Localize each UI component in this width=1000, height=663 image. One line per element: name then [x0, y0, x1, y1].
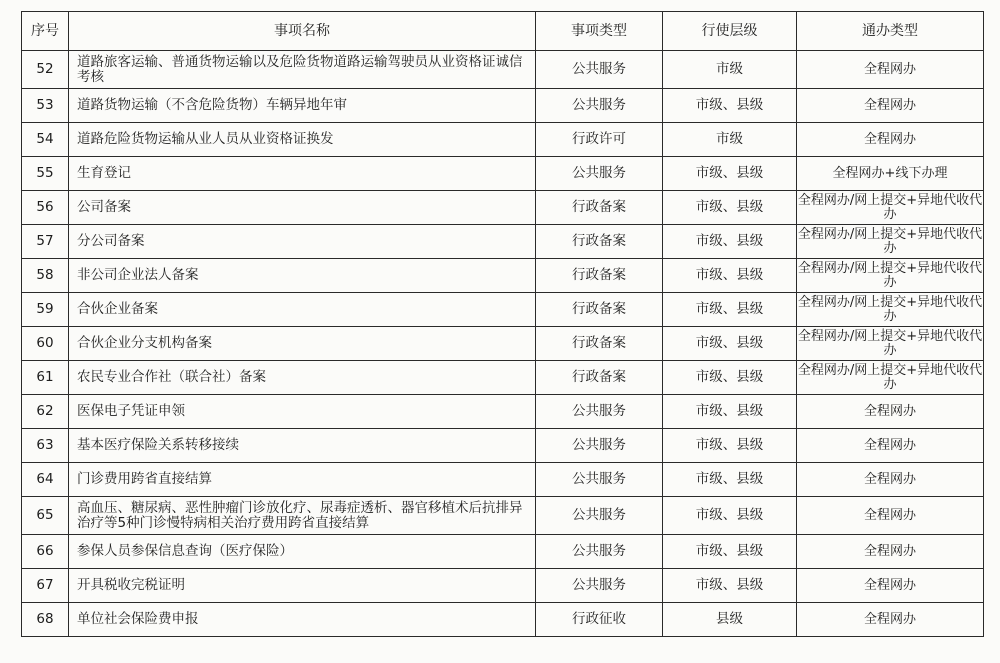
cell-item-name: 生育登记 — [69, 157, 536, 191]
handling-type-text: 全程网办 — [863, 131, 916, 147]
cell-item-type: 行政备案 — [536, 191, 663, 225]
cell-handling-type — [797, 535, 984, 569]
table-row — [22, 51, 984, 89]
service-items-table — [21, 11, 984, 637]
cell-serial-number: 62 — [22, 395, 69, 429]
cell-serial-number: 53 — [22, 89, 69, 123]
header-serial-number: 序号 — [22, 12, 69, 51]
cell-item-type: 公共服务 — [536, 89, 663, 123]
cell-serial-number: 61 — [22, 361, 69, 395]
cell-serial-number: 58 — [22, 259, 69, 293]
cell-serial-number: 54 — [22, 123, 69, 157]
cell-handling-type — [797, 603, 984, 637]
cell-item-type: 公共服务 — [536, 535, 663, 569]
cell-exercise-level: 市级、县级 — [663, 259, 797, 293]
cell-handling-type — [797, 497, 984, 535]
cell-handling-type — [797, 157, 984, 191]
cell-item-name: 参保人员参保信息查询（医疗保险） — [69, 535, 536, 569]
cell-item-type: 行政备案 — [536, 293, 663, 327]
cell-item-type: 行政许可 — [536, 123, 663, 157]
cell-item-name: 分公司备案 — [69, 225, 536, 259]
header-item-type: 事项类型 — [536, 12, 663, 51]
cell-exercise-level: 市级、县级 — [663, 569, 797, 603]
cell-item-name: 单位社会保险费申报 — [69, 603, 536, 637]
handling-type-text: 全程网办/网上提交+异地代收代办 — [797, 226, 983, 256]
cell-item-name: 门诊费用跨省直接结算 — [69, 463, 536, 497]
cell-exercise-level: 市级、县级 — [663, 327, 797, 361]
cell-item-type: 公共服务 — [536, 569, 663, 603]
handling-type-text: 全程网办/网上提交+异地代收代办 — [797, 328, 983, 358]
handling-type-text: 全程网办/网上提交+异地代收代办 — [797, 260, 983, 290]
cell-exercise-level: 市级、县级 — [663, 225, 797, 259]
cell-exercise-level: 市级、县级 — [663, 293, 797, 327]
table-row — [22, 569, 984, 603]
cell-item-type: 公共服务 — [536, 51, 663, 89]
handling-type-text: 全程网办 — [863, 437, 916, 453]
cell-item-type: 行政征收 — [536, 603, 663, 637]
cell-item-name: 开具税收完税证明 — [69, 569, 536, 603]
table-row — [22, 123, 984, 157]
cell-item-name: 公司备案 — [69, 191, 536, 225]
cell-item-type: 行政备案 — [536, 225, 663, 259]
table-row — [22, 157, 984, 191]
cell-item-type: 行政备案 — [536, 327, 663, 361]
handling-type-text: 全程网办 — [863, 61, 916, 77]
cell-item-type: 公共服务 — [536, 395, 663, 429]
cell-handling-type — [797, 259, 984, 293]
table-row — [22, 89, 984, 123]
cell-exercise-level: 市级、县级 — [663, 361, 797, 395]
table-row — [22, 293, 984, 327]
handling-type-text: 全程网办 — [863, 403, 916, 419]
handling-type-text: 全程网办 — [863, 507, 916, 523]
cell-item-name: 高血压、糖尿病、恶性肿瘤门诊放化疗、尿毒症透析、器官移植术后抗排异治疗等5种门诊慢特病相关治疗费用跨省直接结算 — [69, 497, 536, 535]
cell-item-type: 公共服务 — [536, 157, 663, 191]
header-handling-type: 通办类型 — [797, 12, 984, 51]
cell-exercise-level: 市级 — [663, 123, 797, 157]
cell-handling-type — [797, 51, 984, 89]
table-row — [22, 361, 984, 395]
table-row — [22, 259, 984, 293]
cell-item-type: 公共服务 — [536, 497, 663, 535]
cell-exercise-level: 市级 — [663, 51, 797, 89]
table-row — [22, 327, 984, 361]
cell-item-type: 公共服务 — [536, 429, 663, 463]
cell-item-type: 公共服务 — [536, 463, 663, 497]
cell-serial-number: 65 — [22, 497, 69, 535]
cell-handling-type — [797, 123, 984, 157]
handling-type-text: 全程网办 — [863, 97, 916, 113]
cell-item-type: 行政备案 — [536, 361, 663, 395]
cell-handling-type — [797, 463, 984, 497]
cell-item-type: 行政备案 — [536, 259, 663, 293]
cell-serial-number: 60 — [22, 327, 69, 361]
cell-handling-type — [797, 361, 984, 395]
cell-exercise-level: 市级、县级 — [663, 429, 797, 463]
cell-item-name: 道路货物运输（不含危险货物）车辆异地年审 — [69, 89, 536, 123]
header-item-name: 事项名称 — [69, 12, 536, 51]
table-row — [22, 225, 984, 259]
handling-type-text: 全程网办 — [863, 543, 916, 559]
handling-type-text: 全程网办/网上提交+异地代收代办 — [797, 192, 983, 222]
cell-handling-type — [797, 89, 984, 123]
cell-handling-type — [797, 293, 984, 327]
table-row — [22, 429, 984, 463]
cell-serial-number: 68 — [22, 603, 69, 637]
cell-exercise-level: 市级、县级 — [663, 535, 797, 569]
cell-exercise-level: 市级、县级 — [663, 157, 797, 191]
table-row — [22, 603, 984, 637]
table-row — [22, 497, 984, 535]
cell-handling-type — [797, 429, 984, 463]
cell-serial-number: 52 — [22, 51, 69, 89]
handling-type-text: 全程网办/网上提交+异地代收代办 — [797, 294, 983, 324]
cell-serial-number: 56 — [22, 191, 69, 225]
handling-type-text: 全程网办/网上提交+异地代收代办 — [797, 362, 983, 392]
table-header-row — [22, 12, 984, 51]
header-exercise-level: 行使层级 — [663, 12, 797, 51]
cell-handling-type — [797, 191, 984, 225]
cell-handling-type — [797, 327, 984, 361]
cell-item-name: 道路旅客运输、普通货物运输以及危险货物道路运输驾驶员从业资格证诚信考核 — [69, 51, 536, 89]
cell-serial-number: 57 — [22, 225, 69, 259]
cell-serial-number: 64 — [22, 463, 69, 497]
handling-type-text: 全程网办 — [863, 471, 916, 487]
handling-type-text: 全程网办 — [863, 611, 916, 627]
cell-serial-number: 63 — [22, 429, 69, 463]
cell-item-name: 基本医疗保险关系转移接续 — [69, 429, 536, 463]
cell-exercise-level: 市级、县级 — [663, 191, 797, 225]
handling-type-text: 全程网办 — [863, 577, 916, 593]
cell-item-name: 非公司企业法人备案 — [69, 259, 536, 293]
cell-exercise-level: 县级 — [663, 603, 797, 637]
cell-item-name: 道路危险货物运输从业人员从业资格证换发 — [69, 123, 536, 157]
cell-item-name: 农民专业合作社（联合社）备案 — [69, 361, 536, 395]
cell-exercise-level: 市级、县级 — [663, 497, 797, 535]
cell-serial-number: 67 — [22, 569, 69, 603]
cell-serial-number: 55 — [22, 157, 69, 191]
table-body — [22, 51, 984, 637]
table-row — [22, 191, 984, 225]
cell-item-name: 合伙企业分支机构备案 — [69, 327, 536, 361]
cell-item-name: 医保电子凭证申领 — [69, 395, 536, 429]
cell-serial-number: 66 — [22, 535, 69, 569]
cell-serial-number: 59 — [22, 293, 69, 327]
table-row — [22, 535, 984, 569]
cell-exercise-level: 市级、县级 — [663, 395, 797, 429]
cell-exercise-level: 市级、县级 — [663, 89, 797, 123]
table-row — [22, 463, 984, 497]
handling-type-text: 全程网办+线下办理 — [832, 165, 948, 181]
cell-exercise-level: 市级、县级 — [663, 463, 797, 497]
cell-handling-type — [797, 569, 984, 603]
table-row — [22, 395, 984, 429]
cell-item-name: 合伙企业备案 — [69, 293, 536, 327]
cell-handling-type — [797, 225, 984, 259]
cell-handling-type — [797, 395, 984, 429]
